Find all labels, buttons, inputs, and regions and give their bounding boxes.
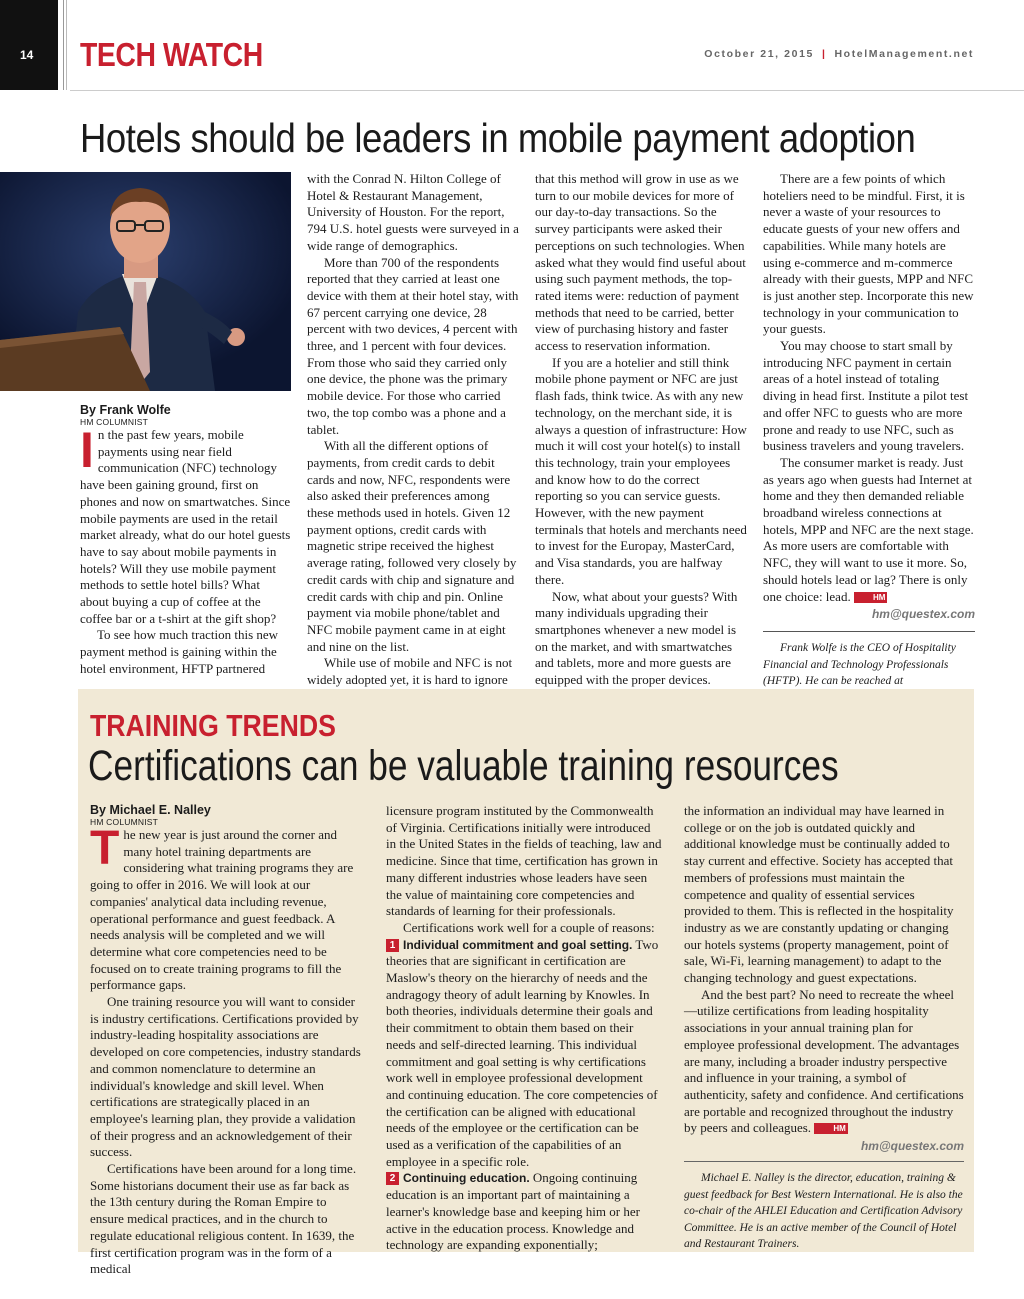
page-number: 14 (20, 48, 34, 62)
hm-end-mark-icon: HM (854, 592, 887, 603)
paragraph: licensure program instituted by the Commonwealth of Virginia. Certifications initially were introduced in the United States in the fields of teaching, law and medicine. Since that time, certification has grown in many different industries whose leaders have seen the value of maintaining core competencies and standards of learning for their professionals. (386, 803, 662, 919)
paragraph: With all the different options of payments, from credit cards to debit cards and now, NFC, respondents were also asked their preferences among these methods used in hotels. Given 12 payment options, credit cards with magnetic stripe received the highest average rating, followed very closely by credit cards with chip and signature and credit cards with chip and pin. Online payment via mobile phone/tablet and NFC mobile payment came in at eight and nine on the list. (307, 438, 517, 654)
paragraph: Certifications work well for a couple of reasons: (403, 919, 655, 935)
number-badge: 1 (386, 939, 399, 952)
paragraph: You may choose to start small by introducing NFC payment in certain areas of a hotel instead of totaling diving in head first. Institute a pilot test and offer NFC to guests who are more prone and ready to use NFC, such as business travelers and young travelers. (763, 338, 969, 454)
author-byline: By Michael E. Nalley (90, 803, 211, 817)
paragraph: If you are a hotelier and still think mobile phone payment or NFC are just flash fads, think twice. As with any new technology, on the merchant side, it is always a question of infrastructure: How much it will cost your hotel(s) to install this technology, train your employees and know how to do the correct reporting so you can service guests. However, with the new payment terminals that hotels and merchants need to invest for the Europay, MasterCard, and Visa standards, you are halfway there. (535, 354, 747, 587)
author-role: HM COLUMNIST (80, 417, 149, 427)
author-bio: Michael E. Nalley is the director, education, training & guest feedback for Best Western International. He is also the co-chair of the AHLEI Education and Certification Advisory Committee. He is an active member of the Council of Hotel and Restaurant Trainers. (684, 1172, 963, 1251)
paragraph: Certifications have been around for a long time. Some historians document their use as far back as the 13th century during the Roman Empire to ensure medical practices, and in the church to regulate educational religious content. In 1639, the first certification program was in the form of a medical (90, 1161, 357, 1277)
article-column-4 (763, 171, 975, 706)
paragraph-text: And the best part? No need to recreate the wheel—utilize certifications from leading hospitality associations in your annual training plan for employee professional development. The advantages are many, including a broader industry perspective and influence in your training, a symbol of authenticity, safety and confidence. And certifications are portable and recognized throughout the industry by peers and colleagues. (684, 986, 964, 1136)
paragraph-text: Two theories that are significant in certification are Maslow's theory on the hierarchy of needs and the andragogy theory of adult learning by Knowles. In both theories, individuals determine their goals and their commitment to obtain them based on their needs and self-directed learning. This individual commitment and goal setting is why certifications work well in employee professional development and continuing education. The core competencies of the certification can be aligned with educational needs of the employee or the certification can be used as a verification of the capabilities of an employee in a specific role. (386, 936, 659, 1169)
paragraph (386, 937, 662, 1171)
article-column-1 (90, 803, 362, 1278)
page-tab (0, 0, 58, 90)
article-column-3 (535, 171, 747, 689)
divider (70, 90, 1024, 91)
author-role: HM COLUMNIST (90, 817, 159, 827)
paragraph: To see how much traction this new payment method is gaining within the hotel environment, HFTP partnered (80, 627, 279, 676)
paragraph: he new year is just around the corner and many hotel training departments are considering what training programs they are going to offer in 2016. We will look at our companies' analytical data including revenue, operational performance and guest feedback. A needs analysis will be completed and we will determine what core competencies need to be focused on to create training programs to fill the performance gaps. (90, 827, 354, 993)
paragraph: that this method will grow in use as we turn to our mobile devices for more of our day-to-day transactions. So the survey participants were asked their perceptions on such technologies. When asked what they would find useful about using such payment methods, the top-rated items were: reduction of payment methods that need to be carried, better view of purchasing history and faster access to reservation information. (535, 171, 746, 354)
divider (63, 0, 64, 90)
hm-end-mark-icon: HM (814, 1123, 847, 1134)
drop-cap: T (90, 822, 120, 875)
divider (66, 0, 67, 90)
paragraph: There are a few points of which hoteliers need to be mindful. First, it is never a waste of your resources to educate guests of your new offers and capabilities. While many hotels are using e-commerce and m-commerce already with their guests, MPP and NFC is just another step. Incorporate this new technology in your communication to your guests. (763, 171, 974, 337)
paragraph: While use of mobile and NFC is not widely adopted yet, it is hard to ignore (307, 655, 513, 688)
paragraph: More than 700 of the respondents reported that they carried at least one device with them at their hotel stay, with 67 percent carrying one device, 28 percent with two devices, 4 percent with three, and 1 percent with four devices. From those who said they carried only one device, the phone was the primary mobile device. For those who carried two, the top combo was a phone and a tablet. (307, 254, 519, 437)
divider (684, 1161, 964, 1162)
paragraph: the information an individual may have learned in college or on the job is outdated quickly and additional knowledge must be continually added to stay current and effective. Society has accepted that members of professions must maintain the competence and quality of essential services provided to them. This is reflected in the hospitality industry as we are constantly updating or changing our hotels systems (property management, point of sale, Wi-Fi, learning management) to adapt to the changing technology and guest expectations. (684, 803, 954, 986)
contact-email: hm@questex.com (860, 1139, 964, 1154)
number-badge: 2 (386, 1172, 399, 1185)
paragraph (386, 1170, 662, 1254)
paragraph: Now, what about your guests? With many individuals upgrading their smartphones whenever a new model is on the market, and with smartwatches and tablets, more and more guests are equipped with the proper devices. (535, 588, 738, 688)
article-column-2 (307, 171, 519, 689)
site-url: HotelManagement.net (834, 48, 974, 60)
author-bio: Frank Wolfe is the CEO of Hospitality Financial and Technology Professionals (HFTP). He can be reached at (763, 642, 956, 688)
article-headline: Certifications can be valuable training resources (88, 742, 839, 790)
paragraph (684, 987, 964, 1137)
run-in-heading: Continuing education. (403, 1171, 530, 1186)
section-title: TRAINING TRENDS (90, 708, 336, 743)
author-photo (0, 172, 291, 391)
drop-cap: I (80, 422, 94, 478)
article-column-3 (684, 803, 964, 1253)
author-byline: By Frank Wolfe (80, 403, 171, 417)
dateline: October 21, 2015 | HotelManagement.net (704, 48, 974, 60)
issue-date: October 21, 2015 (704, 48, 814, 60)
run-in-heading: Individual commitment and goal setting. (403, 937, 633, 952)
article-headline: Hotels should be leaders in mobile payment adoption (80, 115, 916, 161)
section-title: TECH WATCH (80, 36, 263, 73)
paragraph-text: Ongoing continuing education is an important part of maintaining a learner's knowledge base and keeping him or her active in the education process. Knowledge and technology are expanding exponentially; (386, 1170, 640, 1253)
paragraph: n the past few years, mobile payments using near field communication (NFC) technology have been gaining ground, first on phones and now on smartwatches. Since mobile payments are used in the retail market already, what do our hotel guests have to say about mobile payments in hotels? Will they use mobile payment methods to settle hotel bills? What about buying a cup of coffee at the coffee bar or a t-shirt at the gift shop? (80, 427, 291, 626)
paragraph-text: The consumer market is ready. Just as years ago when guests had Internet at home and they then demanded reliable broadband wireless connections at hotels, MPP and NFC are the next stage. As more users are comfortable with NFC, they will want to use it more. So, should hotels lead or lag? There is only one choice: lead. (763, 454, 974, 604)
article-column-1 (80, 403, 292, 678)
paragraph (763, 455, 975, 605)
paragraph: One training resource you will want to consider is industry certifications. Certifications provided by industry-leading hospitality associations are developed on core competencies, industry standards and common nomenclature to determine an individual's knowledge and skill level. When certifications are strategically placed in an employee's learning plan, they provide a validation of their progress and an acknowledgement of their success. (90, 994, 361, 1160)
article-column-2 (386, 803, 662, 1254)
divider (763, 631, 975, 632)
contact-email: hm@questex.com (871, 607, 975, 622)
paragraph: with the Conrad N. Hilton College of Hotel & Restaurant Management, University of Houston. For the report, 794 U.S. hotel guests were surveyed in a wide range of demographics. (307, 171, 519, 253)
